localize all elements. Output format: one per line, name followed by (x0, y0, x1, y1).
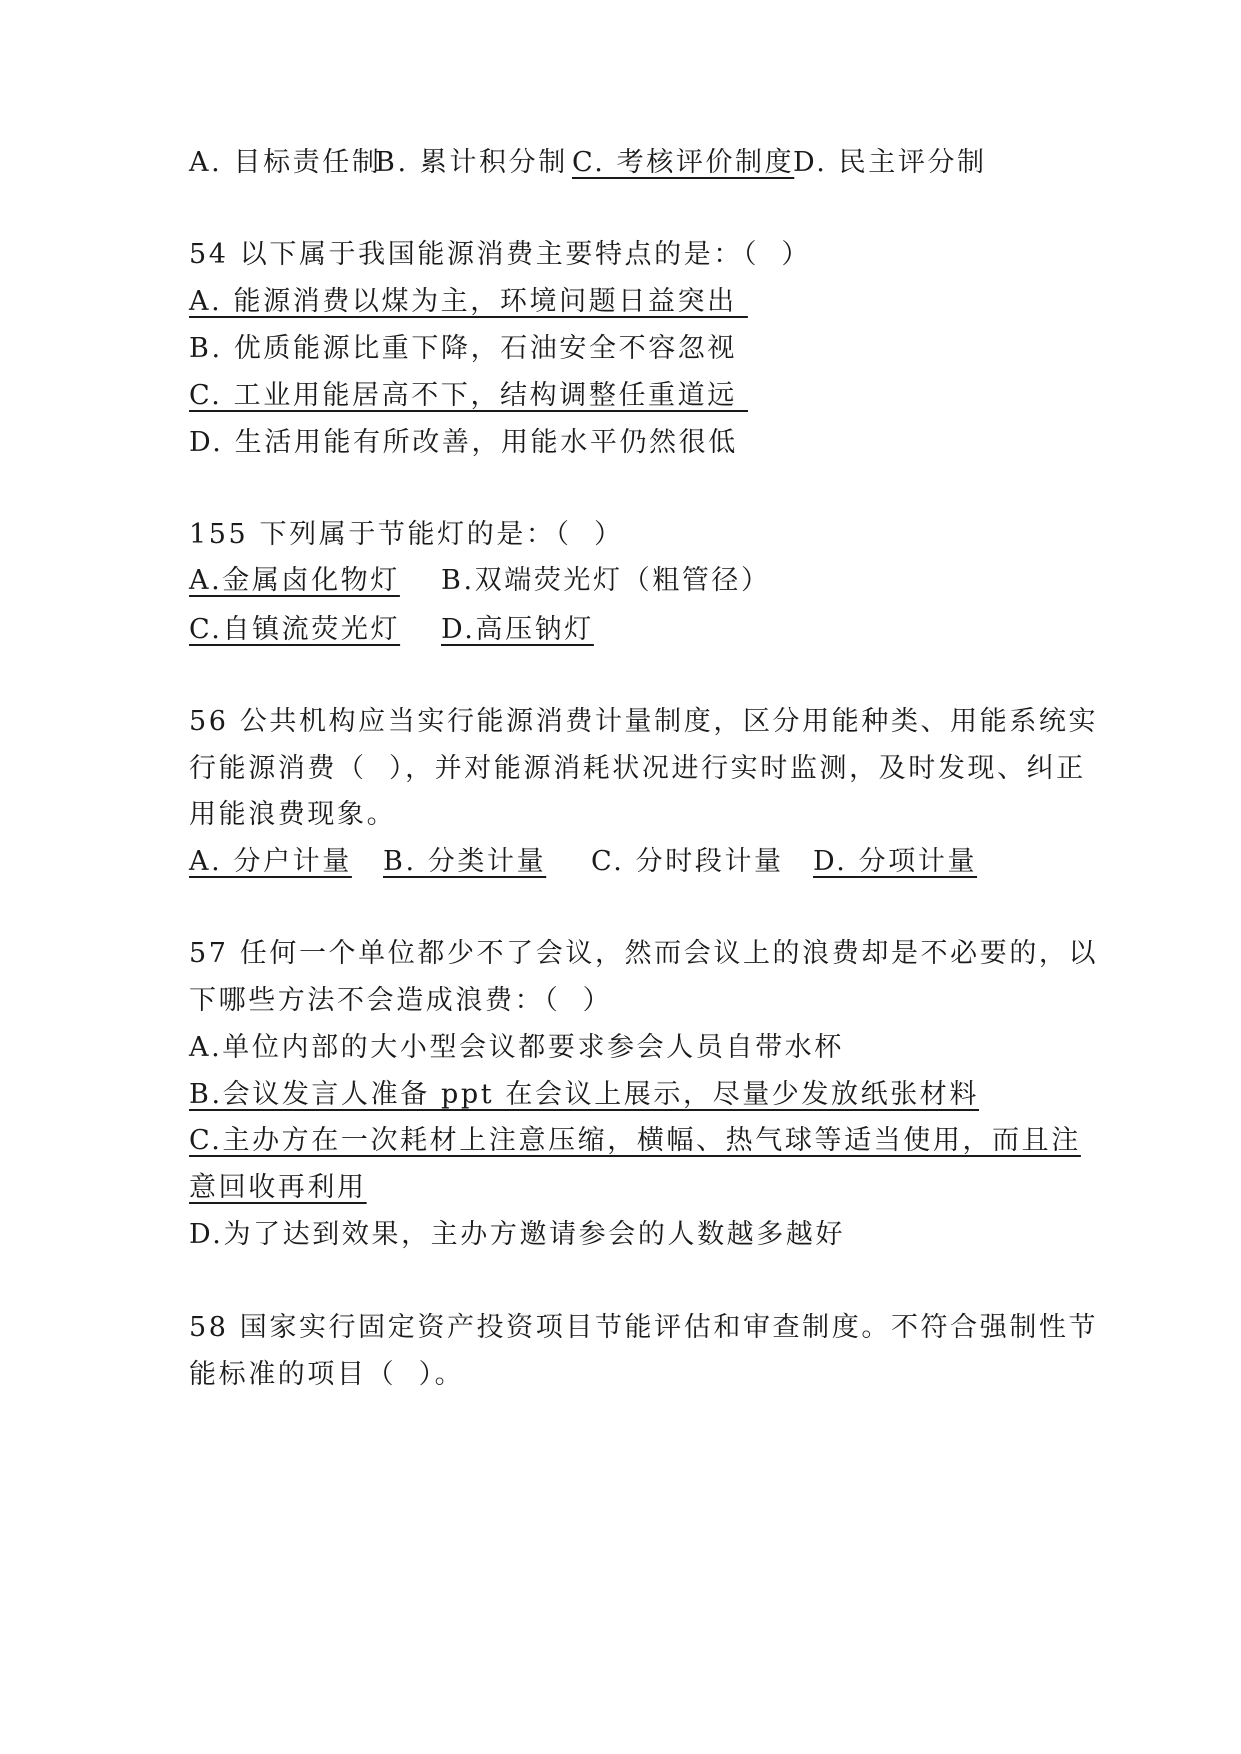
q58-stem-line1: 58 国家实行固定资产投资项目节能评估和审查制度。不符合强制性节 (189, 1312, 1099, 1343)
q56-stem-line2: 行能源消费（ ），并对能源消耗状况进行实时监测，及时发现、纠正 (189, 753, 1086, 784)
prev-option-d: D. 民主评分制 (793, 147, 987, 178)
prev-option-b: B. 累计积分制 (375, 147, 568, 178)
prev-option-c-answer: C. 考核评价制度 (572, 147, 795, 178)
q57-option-a: A.单位内部的大小型会议都要求参会人员自带水杯 (189, 1032, 844, 1063)
q57-option-b-answer: B.会议发言人准备 ppt 在会议上展示，尽量少发放纸张材料 (189, 1079, 980, 1110)
q55-options-row2 (189, 613, 594, 715)
q54-option-b: B. 优质能源比重下降，石油安全不容忽视 (189, 333, 738, 364)
q55-option-d-answer: D.高压钠灯 (441, 614, 594, 645)
prev-option-a: A. 目标责任制 (189, 147, 382, 178)
q57-option-d: D.为了达到效果，主办方邀请参会的人数越多越好 (189, 1219, 846, 1250)
q55-option-a-answer: A.金属卤化物灯 (189, 565, 400, 596)
q57-option-c-answer-line2: 意回收再利用 (189, 1172, 367, 1203)
q56-option-d-answer: D. 分项计量 (813, 846, 978, 877)
q57-option-c-answer-line1: C.主办方在一次耗材上注意压缩，横幅、热气球等适当使用，而且注 (189, 1125, 1081, 1156)
q55-option-c-answer: C.自镇流荧光灯 (189, 614, 401, 645)
q56-stem-line3: 用能浪费现象。 (189, 799, 397, 830)
q56-option-c: C. 分时段计量 (591, 846, 784, 877)
q56-stem-line1: 56 公共机构应当实行能源消费计量制度，区分用能种类、用能系统实 (189, 706, 1099, 737)
q56-option-b-answer: B. 分类计量 (383, 846, 547, 877)
q54-option-d: D. 生活用能有所改善，用能水平仍然很低 (189, 427, 738, 458)
q54-option-c-answer: C. 工业用能居高不下，结构调整任重道远 (189, 380, 749, 411)
q56-option-a-answer: A. 分户计量 (189, 846, 352, 877)
q54-stem: 54 以下属于我国能源消费主要特点的是：（ ） (189, 239, 812, 270)
q55-option-b: B.双端荧光灯（粗管径） (441, 565, 771, 596)
q57-stem-line1: 57 任何一个单位都少不了会议，然而会议上的浪费却是不必要的，以 (189, 938, 1099, 969)
q57-stem-line2: 下哪些方法不会造成浪费：（ ） (189, 985, 613, 1016)
q54-option-a-answer: A. 能源消费以煤为主，环境问题日益突出 (189, 286, 748, 317)
q55-stem: 155 下列属于节能灯的是：（ ） (189, 519, 624, 550)
q58-stem-line2: 能标准的项目（ ）。 (189, 1359, 465, 1390)
